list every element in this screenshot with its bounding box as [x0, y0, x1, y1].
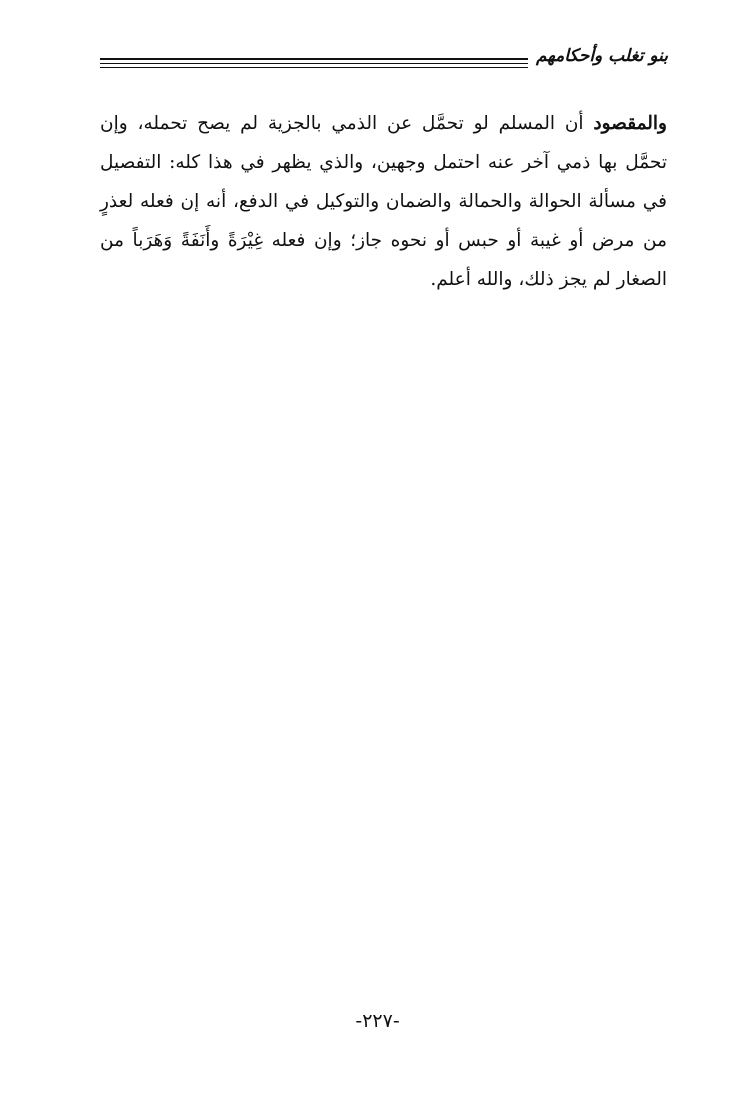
page-number: -٢٢٧- — [355, 1010, 400, 1032]
lead-word: والمقصود — [593, 113, 667, 134]
running-header-title: بنو تغلب وأحكامهم — [536, 46, 668, 66]
header-rule-thin — [100, 63, 528, 64]
body-paragraph — [100, 104, 667, 299]
header-rule — [100, 58, 528, 71]
running-header — [100, 44, 668, 74]
header-rule-thick — [100, 58, 528, 60]
header-rule-thin — [100, 67, 528, 68]
paragraph-text: أن المسلم لو تحمَّل عن الذمي بالجزية لم يصح تحمله، وإن تحمَّل بها ذمي آخر عنه احتمل وجهين، والذي يظهر في هذا كله: التفصيل في مسألة الحوالة والحمالة والضمان والتوكيل في الدفع، أنه إن فعله لعذرٍ من مرض أو غيبة أو حبس أو نحوه جاز؛ وإن فعله غِيْرَةً وأَنَفَةً وَهَرَباً من الصغار لم يجز ذلك، والله أعلم. — [100, 113, 667, 290]
